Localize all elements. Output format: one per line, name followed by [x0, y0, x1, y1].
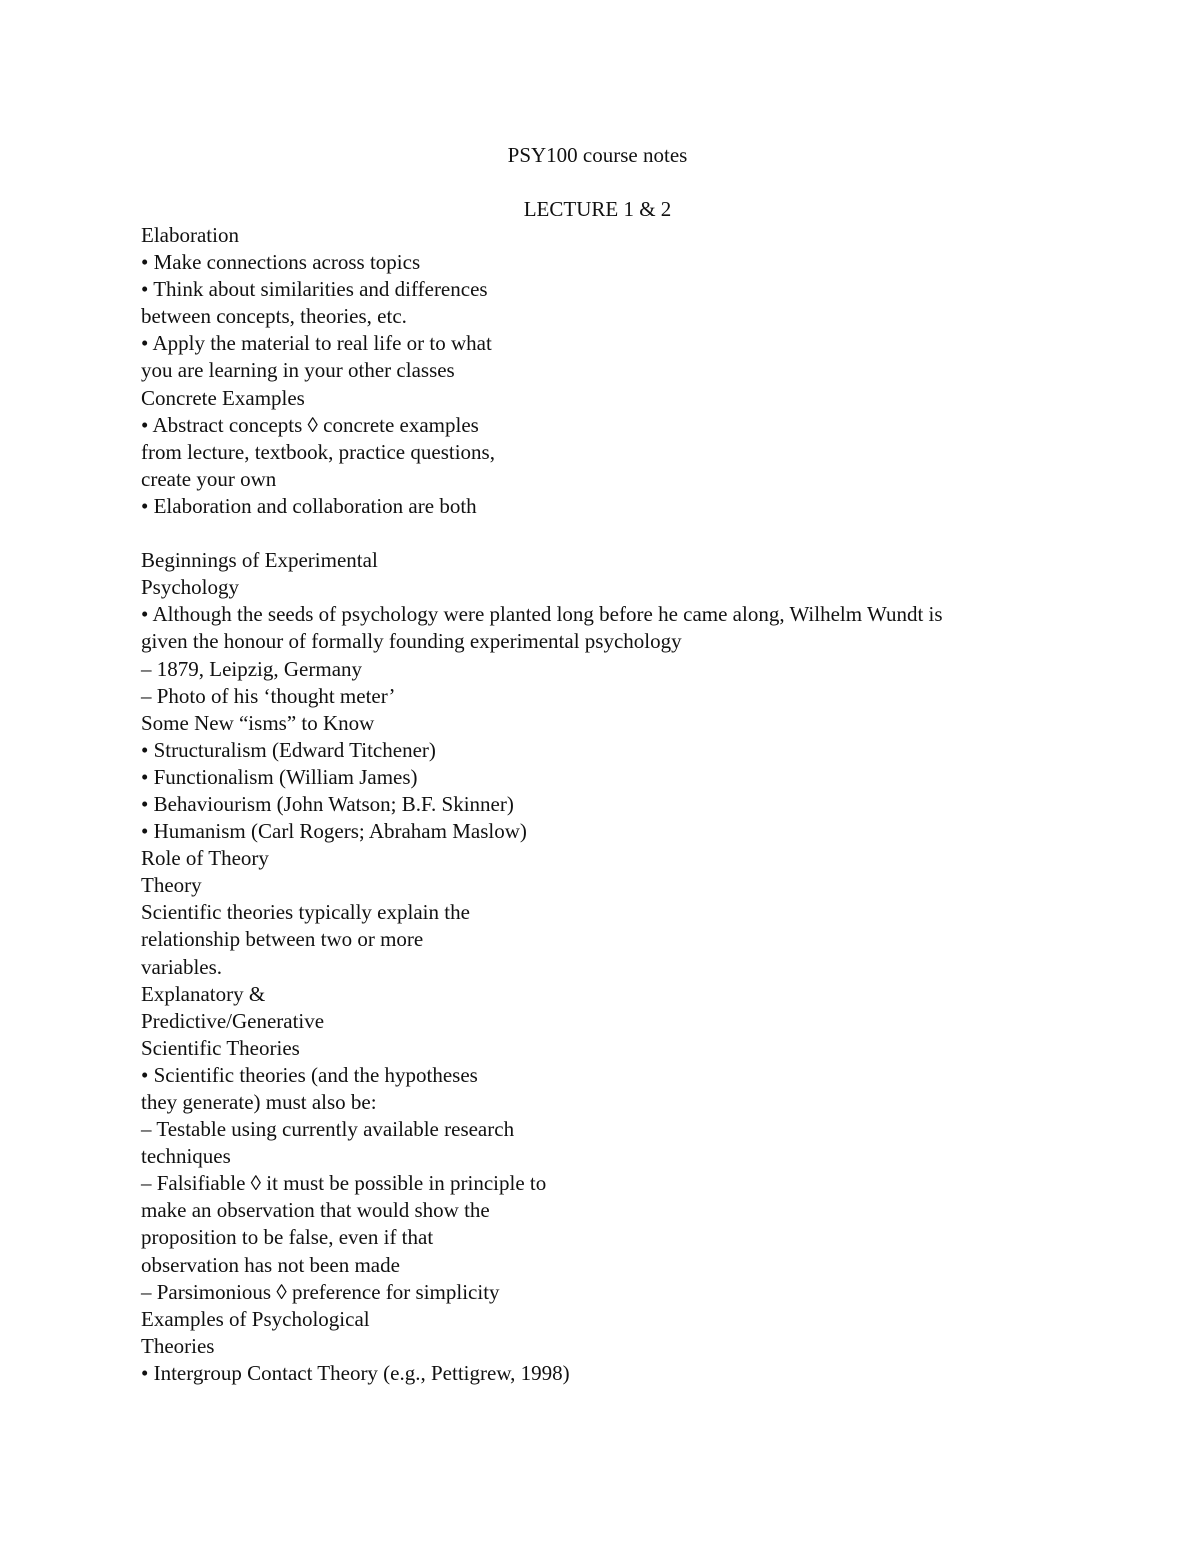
section-heading: Scientific Theories — [141, 1035, 300, 1060]
text-line: make an observation that would show the — [141, 1198, 490, 1223]
bullet-line: • Behaviourism (John Watson; B.F. Skinner) — [141, 791, 514, 816]
text-line: relationship between two or more — [141, 927, 424, 952]
bullet-line: • Scientific theories (and the hypotheses — [141, 1062, 478, 1087]
section-heading: Concrete Examples — [141, 385, 305, 410]
text-line: techniques — [141, 1144, 231, 1169]
text-line: create your own — [141, 466, 277, 491]
bullet-line: • Humanism (Carl Rogers; Abraham Maslow) — [141, 819, 527, 844]
text-line: between concepts, theories, etc. — [141, 304, 407, 329]
bullet-line: • Intergroup Contact Theory (e.g., Pettigrew, 1998) — [141, 1360, 570, 1385]
section-heading: Role of Theory — [141, 846, 269, 871]
text-line: they generate) must also be: — [141, 1090, 377, 1114]
section-heading: Beginnings of Experimental — [141, 548, 378, 573]
section-heading: Explanatory & — [141, 981, 266, 1006]
document-title: PSY100 course notes — [507, 143, 688, 167]
text-line: you are learning in your other classes — [141, 358, 455, 383]
dash-line: – 1879, Leipzig, Germany — [141, 656, 363, 681]
section-heading: Predictive/Generative — [141, 1008, 325, 1033]
section-heading: Examples of Psychological — [141, 1306, 370, 1331]
section-heading: Some New “isms” to Know — [141, 710, 375, 735]
bullet-line: • Elaboration and collaboration are both — [141, 493, 477, 518]
text-line: given the honour of formally founding experimental psychology — [141, 629, 682, 654]
section-heading: Theories — [141, 1333, 215, 1358]
lecture-heading: LECTURE 1 & 2 — [523, 197, 672, 221]
section-heading: Theory — [141, 873, 202, 898]
dash-line: – Falsifiable ◊ it must be possible in principle to — [141, 1171, 547, 1196]
bullet-line: • Structuralism (Edward Titchener) — [141, 737, 436, 762]
bullet-line: • Make connections across topics — [141, 250, 421, 275]
bullet-line: • Abstract concepts ◊ concrete examples — [141, 412, 479, 437]
text-line: observation has not been made — [141, 1252, 400, 1277]
section-heading: Psychology — [141, 575, 240, 600]
dash-line: – Photo of his ‘thought meter’ — [141, 683, 396, 708]
bullet-line: • Apply the material to real life or to what — [141, 331, 492, 356]
notes-body — [141, 222, 1151, 1387]
section-heading: Elaboration — [141, 223, 239, 247]
text-line: variables. — [141, 954, 223, 979]
dash-line: – Parsimonious ◊ preference for simplicity — [141, 1279, 500, 1304]
bullet-line: • Although the seeds of psychology were planted long before he came along, Wilhelm Wundt is — [141, 602, 943, 627]
blank-line — [141, 520, 1151, 547]
bullet-line: • Functionalism (William James) — [141, 764, 418, 789]
text-line: Scientific theories typically explain the — [141, 900, 470, 925]
dash-line: – Testable using currently available research — [141, 1117, 515, 1142]
bullet-line: • Think about similarities and differences — [141, 277, 488, 302]
text-line: proposition to be false, even if that — [141, 1225, 434, 1250]
text-line: from lecture, textbook, practice questions, — [141, 439, 495, 464]
